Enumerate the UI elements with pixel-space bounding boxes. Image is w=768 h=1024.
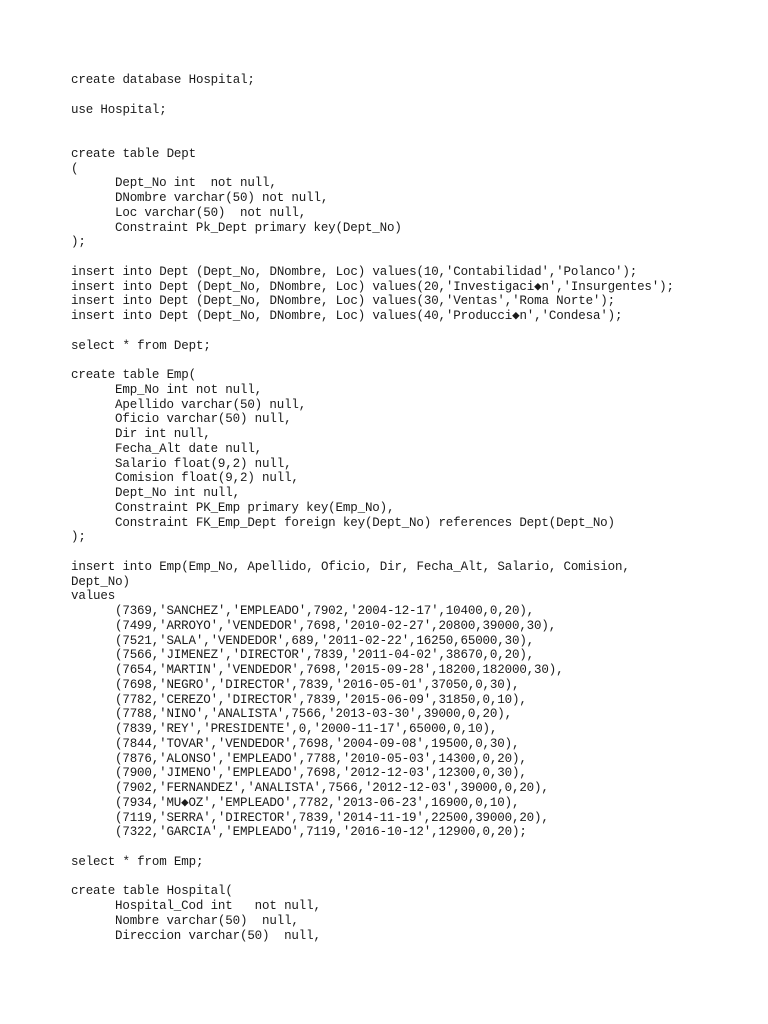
code-line: Salario float(9,2) null, xyxy=(115,456,292,471)
code-line: (7900,'JIMENO','EMPLEADO',7698,'2012-12-03',12300,0,30), xyxy=(115,766,527,781)
code-line: (7369,'SANCHEZ','EMPLEADO',7902,'2004-12-17',10400,0,20), xyxy=(115,604,535,618)
code-line: select * from Dept; xyxy=(71,338,211,353)
code-line: insert into Dept (Dept_No, DNombre, Loc) values(20,'Investigaci◆n','Insurgentes'); xyxy=(71,279,674,294)
code-line: Dept_No) xyxy=(71,574,130,589)
code-line: insert into Dept (Dept_No, DNombre, Loc) values(40,'Producci◆n','Condesa'); xyxy=(71,309,623,323)
code-line: create table Emp( xyxy=(71,368,196,382)
code-line: (7902,'FERNANDEZ','ANALISTA',7566,'2012-12-03',39000,0,20), xyxy=(115,781,549,795)
code-line: use Hospital; xyxy=(71,102,167,117)
code-line: create table Hospital( xyxy=(71,884,233,899)
code-line: DNombre varchar(50) not null, xyxy=(115,191,329,205)
blank-line xyxy=(71,117,761,132)
code-line: select * from Emp; xyxy=(71,854,204,869)
code-line: Constraint Pk_Dept primary key(Dept_No) xyxy=(115,220,402,235)
code-line: create database Hospital; xyxy=(71,73,255,87)
code-line: (7119,'SERRA','DIRECTOR',7839,'2014-11-19',22500,39000,20), xyxy=(115,810,549,825)
code-line: Loc varchar(50) not null, xyxy=(115,205,307,220)
code-line: Emp_No int not null, xyxy=(115,382,263,397)
code-line: (7934,'MU◆OZ','EMPLEADO',7782,'2013-06-23',16900,0,10), xyxy=(115,795,520,810)
code-line: ( xyxy=(71,161,79,176)
code-line: Dept_No int not null, xyxy=(115,176,277,191)
code-line: Constraint FK_Emp_Dept foreign key(Dept_No) references Dept(Dept_No) xyxy=(115,515,615,530)
code-line: Constraint PK_Emp primary key(Emp_No), xyxy=(115,500,395,515)
blank-line xyxy=(71,545,761,560)
code-line: (7322,'GARCIA','EMPLEADO',7119,'2016-10-12',12900,0,20); xyxy=(115,825,527,840)
code-line: ); xyxy=(71,235,86,250)
code-line: (7844,'TOVAR','VENDEDOR',7698,'2004-09-08',19500,0,30), xyxy=(115,736,520,751)
code-line: Dept_No int null, xyxy=(115,486,240,500)
blank-line xyxy=(71,870,761,885)
code-line: (7566,'JIMENEZ','DIRECTOR',7839,'2011-04-02',38670,0,20), xyxy=(115,648,535,663)
code-line: Dir int null, xyxy=(115,427,211,441)
code-line: (7521,'SALA','VENDEDOR',689,'2011-02-22',16250,65000,30), xyxy=(115,633,535,648)
blank-line xyxy=(71,353,761,368)
blank-line xyxy=(71,840,761,855)
code-line: Direccion varchar(50) null, xyxy=(115,928,321,943)
blank-line xyxy=(71,250,761,265)
code-line: (7839,'REY','PRESIDENTE',0,'2000-11-17',65000,0,10), xyxy=(115,722,498,736)
code-line: insert into Emp(Emp_No, Apellido, Oficio, Dir, Fecha_Alt, Salario, Comision, xyxy=(71,559,630,574)
blank-line xyxy=(71,132,761,147)
code-line: (7782,'CEREZO','DIRECTOR',7839,'2015-06-09',31850,0,10), xyxy=(115,692,527,707)
code-line: insert into Dept (Dept_No, DNombre, Loc) values(10,'Contabilidad','Polanco'); xyxy=(71,264,638,279)
code-line: create table Dept xyxy=(71,146,196,161)
code-line: (7654,'MARTIN','VENDEDOR',7698,'2015-09-28',18200,182000,30), xyxy=(115,663,564,677)
code-line: Hospital_Cod int not null, xyxy=(115,899,321,913)
code-line: Fecha_Alt date null, xyxy=(115,441,263,456)
sql-script xyxy=(71,73,761,943)
code-line: Nombre varchar(50) null, xyxy=(115,913,299,928)
code-line: (7788,'NINO','ANALISTA',7566,'2013-03-30',39000,0,20), xyxy=(115,707,512,722)
code-line: Oficio varchar(50) null, xyxy=(115,412,292,427)
code-line: insert into Dept (Dept_No, DNombre, Loc) values(30,'Ventas','Roma Norte'); xyxy=(71,294,615,309)
blank-line xyxy=(71,324,761,339)
code-line: (7876,'ALONSO','EMPLEADO',7788,'2010-05-03',14300,0,20), xyxy=(115,751,527,766)
code-line: ); xyxy=(71,530,86,545)
code-line: Comision float(9,2) null, xyxy=(115,471,299,486)
code-line: (7698,'NEGRO','DIRECTOR',7839,'2016-05-01',37050,0,30), xyxy=(115,677,520,692)
code-line: values xyxy=(71,589,116,604)
blank-line xyxy=(71,88,761,103)
code-line: Apellido varchar(50) null, xyxy=(115,397,307,412)
code-line: (7499,'ARROYO','VENDEDOR',7698,'2010-02-27',20800,39000,30), xyxy=(115,618,557,633)
